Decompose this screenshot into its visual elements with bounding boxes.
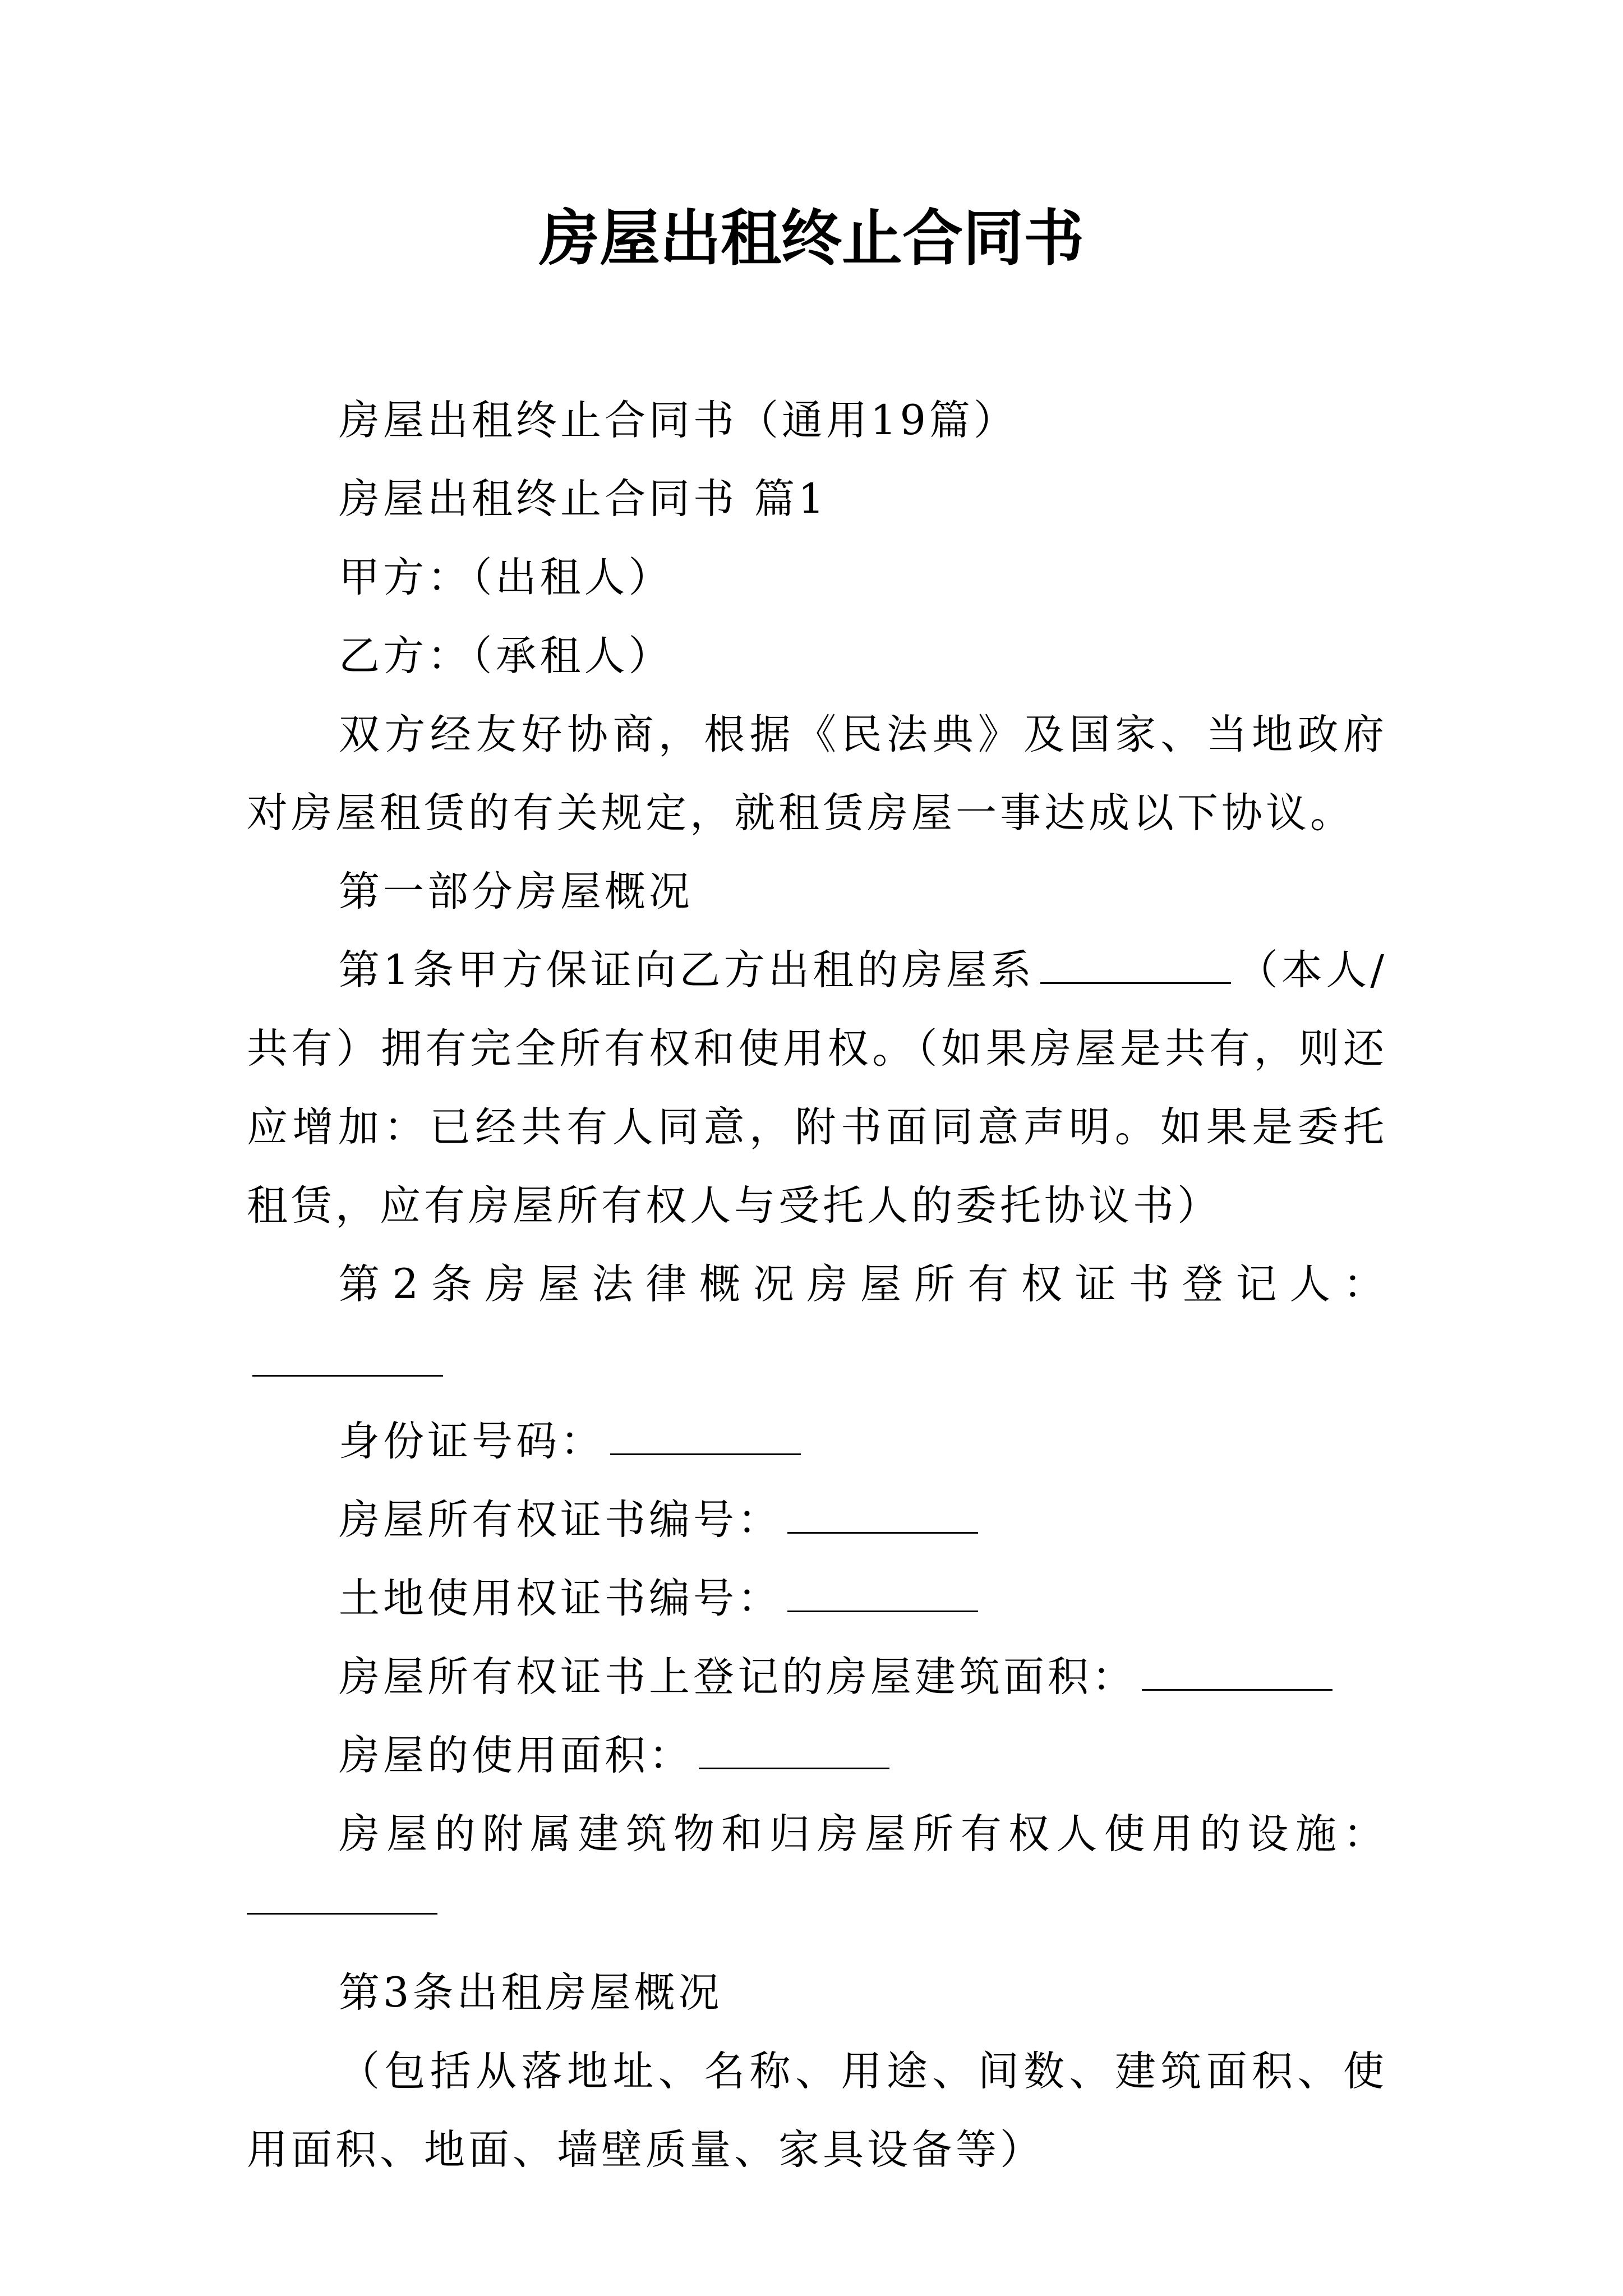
intro-paragraph: 双方经友好协商，根据《民法典》及国家、当地政府对房屋租赁的有关规定，就租赁房屋一事达成以下协议。 (247, 711, 1387, 837)
land-cert-line (247, 1559, 1387, 1638)
article-1-text-before: 第1条甲方保证向乙方出租的房屋系 (339, 946, 1035, 994)
article-1-text-after: （本人/共有）拥有完全所有权和使用权。（如果房屋是共有，则还应增加：已经共有人同意，附书面同意声明。如果是委托租赁，应有房屋所有权人与受托人的委托协议书） (247, 946, 1387, 1230)
ownership-cert-label: 房屋所有权证书编号： (339, 1496, 782, 1544)
id-number-blank (610, 1416, 801, 1455)
article-1-paragraph (247, 931, 1387, 1245)
document-title: 房屋出租终止合同书 (538, 203, 1084, 274)
ownership-cert-blank (787, 1495, 978, 1534)
subtitle-line: 房屋出租终止合同书（通用19篇） (339, 397, 1018, 444)
id-number-label: 身份证号码： (339, 1418, 605, 1465)
article-2-text: 第2条房屋法律概况房屋所有权证书登记人： (339, 1260, 1387, 1308)
article-2-line (247, 1245, 1387, 1402)
usable-area-label: 房屋的使用面积： (339, 1732, 693, 1779)
article-3-heading: 第3条出租房屋概况 (339, 1969, 723, 2017)
party-a-line: 甲方：（出租人） (339, 554, 673, 601)
building-area-label: 房屋所有权证书上登记的房屋建筑面积： (339, 1653, 1136, 1701)
usable-area-line (247, 1717, 1387, 1795)
section-heading: 房屋出租终止合同书 篇1 (339, 475, 828, 523)
article-3-detail: （包括从落地址、名称、用途、间数、建筑面积、使用面积、地面、墙壁质量、家具设备等） (247, 2047, 1387, 2174)
registrant-blank (252, 1338, 443, 1377)
part-one-heading: 第一部分房屋概况 (339, 868, 693, 915)
usable-area-blank (699, 1731, 889, 1769)
facilities-line: 房屋的附属建筑物和归房屋所有权人使用的设施： (339, 1810, 1387, 1858)
document-body (247, 381, 1387, 2189)
owner-type-blank (1040, 945, 1231, 984)
facilities-blank (247, 1890, 437, 1915)
building-area-blank (1142, 1652, 1332, 1691)
id-number-line (247, 1402, 1387, 1481)
party-b-line: 乙方：（承租人） (339, 632, 673, 680)
land-cert-blank (787, 1573, 978, 1612)
ownership-cert-line (247, 1481, 1387, 1559)
land-cert-label: 土地使用权证书编号： (339, 1575, 782, 1622)
building-area-line (247, 1638, 1387, 1717)
